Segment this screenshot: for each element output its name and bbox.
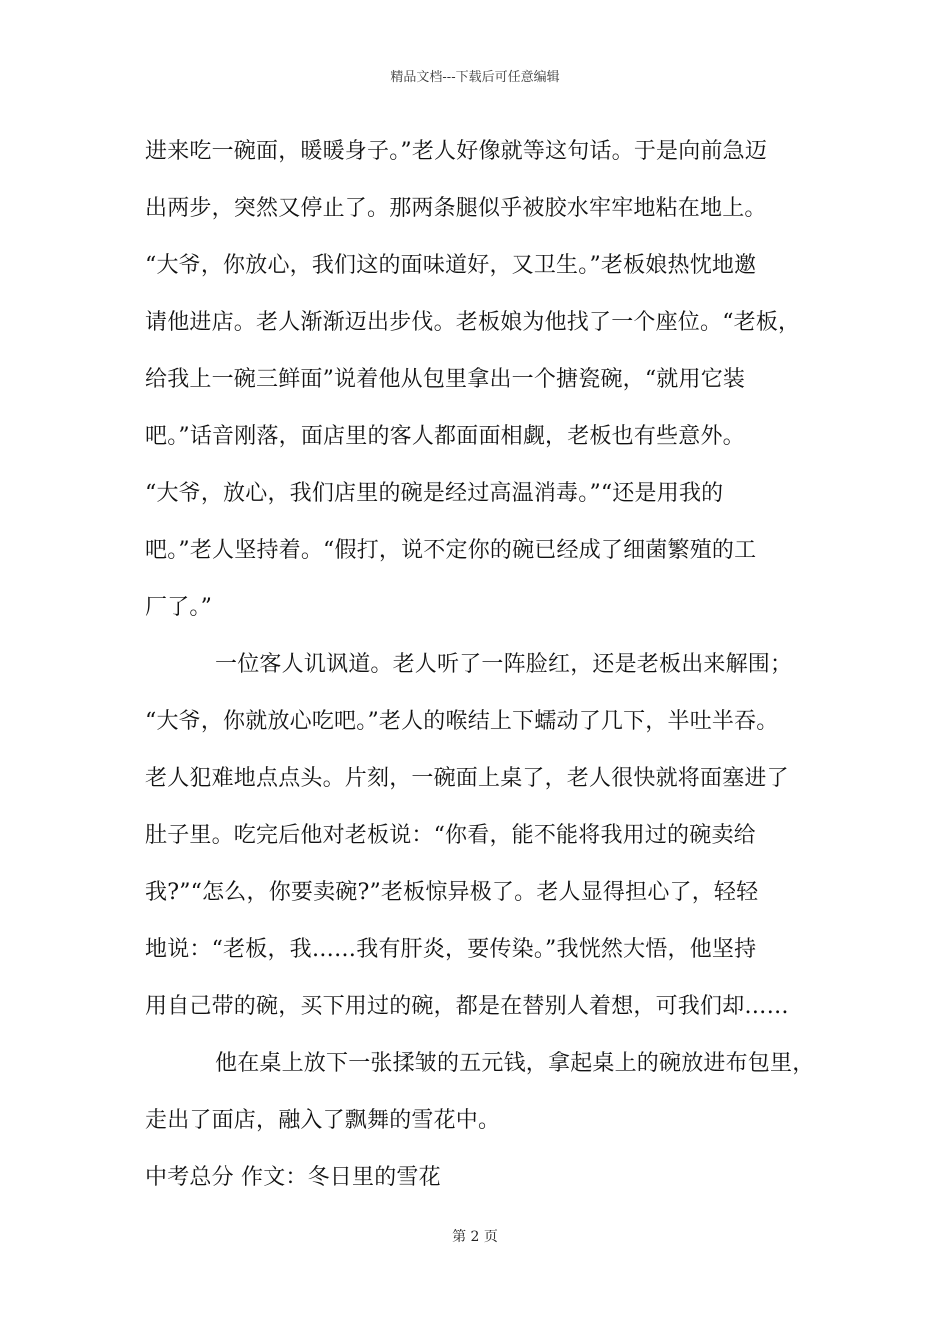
page-number: 第 2 页 [452,1229,498,1245]
page-header: 精品文档---下载后可任意编辑 [390,70,560,85]
text-line: “大爷，你放心，我们这的面味道好，又卫生。”老板娘热忱地邀 [145,253,757,278]
text-line: “大爷，放心，我们店里的碗是经过高温消毒。”“还是用我的 [145,481,724,506]
section-title: 中考总分 作文：冬日里的雪花 [145,1165,441,1190]
text-line: “大爷，你就放心吃吧。”老人的喉结上下蠕动了几下，半吐半吞。 [145,709,779,734]
text-line: 出两步，突然又停止了。那两条腿似乎被胶水牢牢地粘在地上。 [145,196,767,221]
text-line: 给我上一碗三鲜面”说着他从包里拿出一个搪瓷碗，“就用它装 [145,367,746,392]
text-line: 老人犯难地点点头。片刻，一碗面上桌了，老人很快就将面塞进了 [145,766,789,791]
text-line: 请他进店。老人渐渐迈出步伐。老板娘为他找了一个座位。“老板， [145,310,801,335]
text-line: 走出了面店，融入了飘舞的雪花中。 [145,1108,501,1133]
text-line: 吧。”话音刚落，面店里的客人都面面相觑，老板也有些意外。 [145,424,745,449]
paragraph-start-line: 他在桌上放下一张揉皱的五元钱，拿起桌上的碗放进布包里， [215,1051,815,1076]
text-line: 肚子里。吃完后他对老板说：“你看，能不能将我用过的碗卖给 [145,823,756,848]
document-body [145,128,835,1211]
text-line: 厂了。” [145,595,213,620]
text-line: 吧。”老人坚持着。“假打，说不定你的碗已经成了细菌繁殖的工 [145,538,757,563]
text-line: 用自己带的碗，买下用过的碗，都是在替别人着想，可我们却…… [145,994,789,1019]
text-line: 进来吃一碗面，暖暖身子。”老人好像就等这句话。于是向前急迈 [145,139,768,164]
paragraph-start-line: 一位客人讥讽道。老人听了一阵脸红，还是老板出来解围； [215,652,793,677]
text-line: 地说：“老板，我……我有肝炎，要传染。”我恍然大悟，他坚持 [145,937,757,962]
text-line: 我?”“怎么，你要卖碗?”老板惊异极了。老人显得担心了，轻轻 [145,880,759,905]
